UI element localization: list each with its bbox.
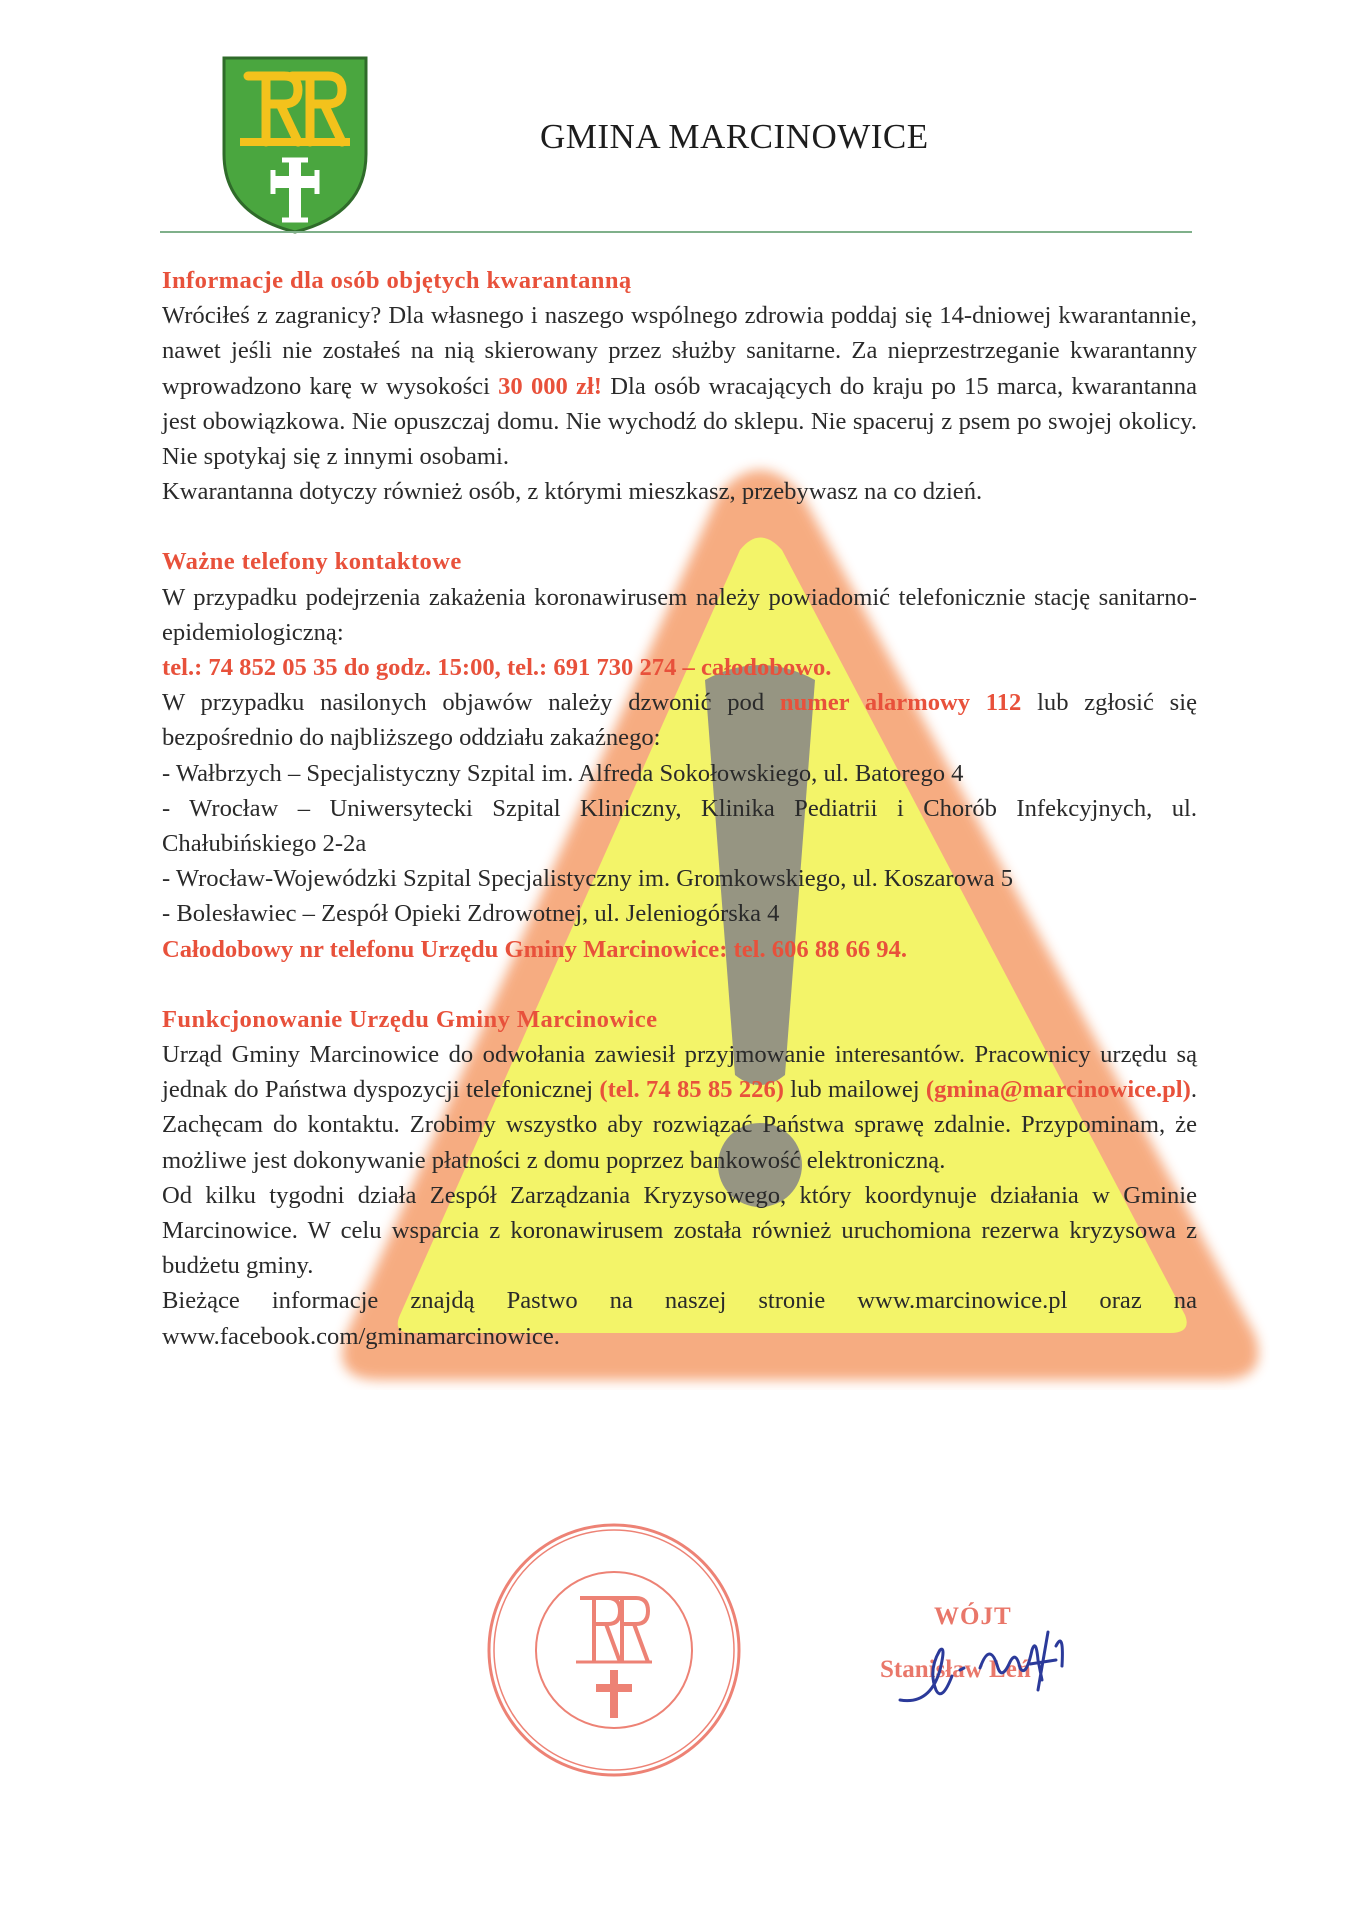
paragraph: Od kilku tygodni działa Zespół Zarządzania Kryzysowego, który koordynuje działania w Gminie Marcinowice. W celu wsparcia z koronawirusem została również uruchomiona rezerwa kryzysowa z budżetu gminy. <box>162 1181 1197 1280</box>
paragraph: Bieżące informacje znajdą Pastwo na naszej stronie www.marcinowice.pl oraz na www.facebook.com/gminamarcinowice. <box>162 1287 1197 1350</box>
alarm-number: numer alarmowy 112 <box>779 689 1022 717</box>
office-email: (gmina@marcinowice.pl) <box>925 1076 1191 1104</box>
section-phones <box>162 544 1197 966</box>
paragraph: Kwarantanna dotyczy również osób, z którymi mieszkasz, przebywasz na co dzień. <box>162 478 983 506</box>
section-office <box>162 1002 1197 1354</box>
paragraph: Urząd Gminy Marcinowice do odwołania zawiesił przyjmowanie interesantów. Pracownicy urzędu są jednak do Państwa dyspozycji telefonicznej (tel. 74 85 85 226) lub mailowej (gmina@marcinowice.pl). Zachęcam do kontaktu. Zrobimy wszystko aby rozwiązać Państwa sprawę zdalnie. Przypominam, że możliwe jest dokonywanie płatności z domu poprzez bankowość elektroniczną. <box>162 1041 1197 1174</box>
section-quarantine <box>162 263 1197 509</box>
spacer <box>162 967 1197 1002</box>
gmina-coat-of-arms-icon <box>220 54 370 236</box>
office-24h-phone: Całodobowy nr telefonu Urzędu Gminy Marcinowice: tel. 606 88 66 94. <box>162 935 908 963</box>
paragraph: W przypadku nasilonych objawów należy dzwonić pod numer alarmowy 112 lub zgłosić się bezpośrednio do najbliższego oddziału zakaźnego: <box>162 689 1197 752</box>
paragraph: W przypadku podejrzenia zakażenia koronawirusem należy powiadomić telefonicznie stację sanitarno-epidemiologiczną: <box>162 583 1197 646</box>
list-item: - Bolesławiec – Zespół Opieki Zdrowotnej, ul. Jeleniogórska 4 <box>162 900 780 928</box>
office-phone: (tel. 74 85 85 226) <box>599 1076 784 1104</box>
spacer <box>162 509 1197 544</box>
signature-title: WÓJT <box>934 1603 1012 1630</box>
signature-name: Stanisław Leń <box>880 1656 1031 1683</box>
section-heading: Ważne telefony kontaktowe <box>162 548 462 576</box>
fine-amount: 30 000 zł! <box>498 372 602 400</box>
handwritten-signature <box>880 1610 1080 1710</box>
document-body <box>162 263 1197 1354</box>
page-title: GMINA MARCINOWICE <box>540 117 929 156</box>
sanepid-phones: tel.: 74 852 05 35 do godz. 15:00, tel.: 691 730 274 – całodobowo. <box>162 654 832 682</box>
paragraph: Wróciłeś z zagranicy? Dla własnego i naszego wspólnego zdrowia poddaj się 14-dniowej kwarantannie, nawet jeśli nie zostałeś na nią skierowany przez służby sanitarne. Za nieprzestrzeganie kwarantanny wprowadzono karę w wysokości 30 000 zł! Dla osób wracających do kraju po 15 marca, kwarantanna jest obowiązkowa. Nie opuszczaj domu. Nie wychodź do sklepu. Nie spaceruj z psem po swojej okolicy. Nie spotykaj się z innymi osobami. <box>162 302 1197 471</box>
section-heading: Funkcjonowanie Urzędu Gminy Marcinowice <box>162 1005 658 1033</box>
list-item: - Wałbrzych – Specjalistyczny Szpital im. Alfreda Sokołowskiego, ul. Batorego 4 <box>162 759 964 787</box>
section-heading: Informacje dla osób objętych kwarantanną <box>162 267 632 294</box>
list-item: - Wrocław – Uniwersytecki Szpital Kliniczny, Klinika Pediatrii i Chorób Infekcyjnych, ul. Chałubińskiego 2-2a <box>162 794 1197 858</box>
list-item: - Wrocław-Wojewódzki Szpital Specjalistyczny im. Gromkowskiego, ul. Koszarowa 5 <box>162 865 1014 893</box>
official-stamp <box>484 1520 744 1780</box>
header-divider <box>160 231 1192 233</box>
